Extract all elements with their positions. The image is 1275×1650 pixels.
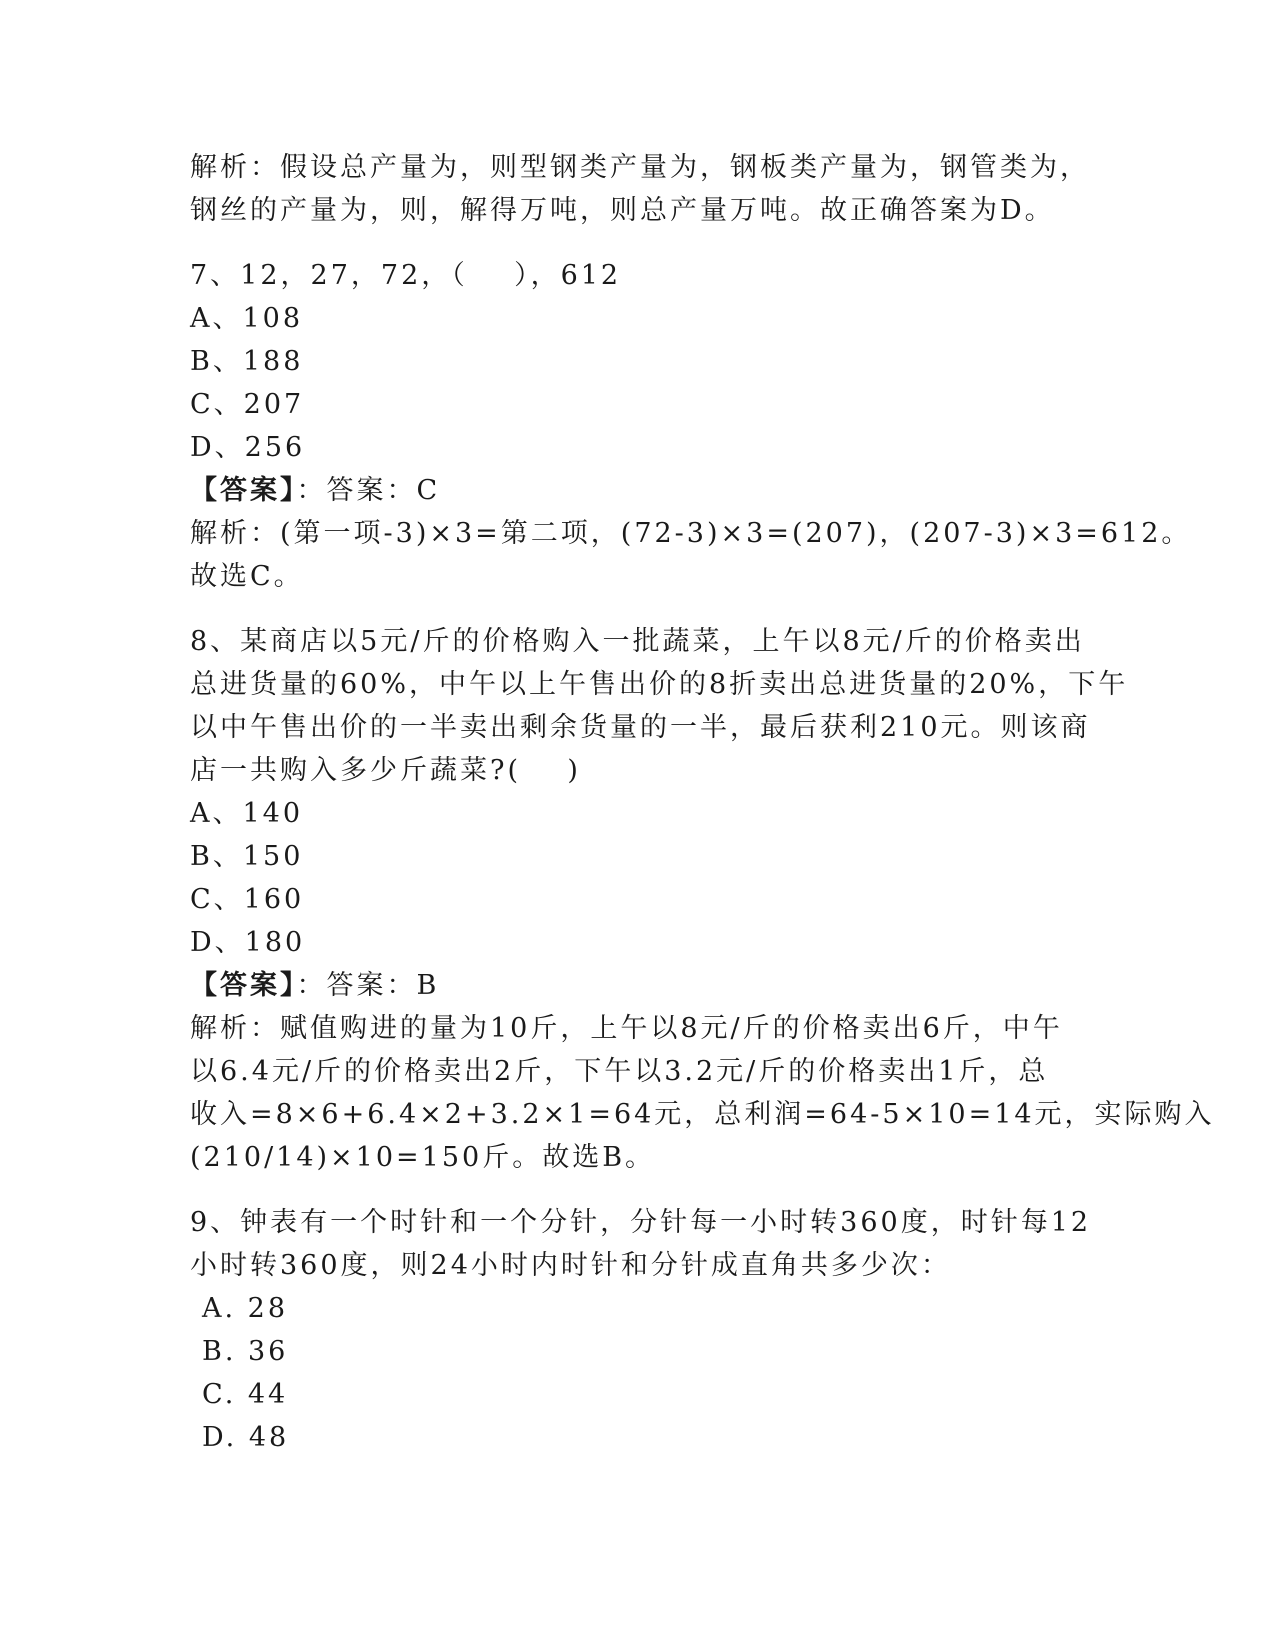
document-page <box>190 146 1215 1459</box>
option-b: B、188 <box>190 346 304 377</box>
answer-tag: 【答案】 <box>190 475 297 506</box>
answer-line <box>190 469 1090 512</box>
option-a: A、108 <box>190 303 304 334</box>
analysis-line: 钢丝的产量为，则，解得万吨，则总产量万吨。故正确答案为D。 <box>190 195 1055 226</box>
option-c: C、207 <box>190 389 305 420</box>
answer-text: ：答案：C <box>296 475 441 506</box>
question-8 <box>190 620 1215 1179</box>
analysis-line: 以6.4元/斤的价格卖出2斤，下午以3.2元/斤的价格卖出1斤，总 <box>190 1056 1049 1087</box>
option-d: D、256 <box>190 432 306 463</box>
analysis-line: 解析：赋值购进的量为10斤，上午以8元/斤的价格卖出6斤，中午 <box>190 1013 1063 1044</box>
question-stem: 以中午售出价的一半卖出剩余货量的一半，最后获利210元。则该商 <box>190 712 1091 743</box>
question-stem: 店一共购入多少斤蔬菜?( ) <box>190 755 581 786</box>
option-a: A. 28 <box>202 1293 289 1324</box>
option-c: C. 44 <box>202 1379 289 1410</box>
analysis-line: 解析：假设总产量为，则型钢类产量为，钢板类产量为，钢管类为， <box>190 152 1090 183</box>
question-stem: 小时转360度，则24小时内时针和分针成直角共多少次： <box>190 1250 951 1281</box>
question-stem: 9、钟表有一个时针和一个分针，分针每一小时转360度，时针每12 <box>190 1207 1092 1238</box>
question-stem: 7、12，27，72，（ ），612 <box>190 260 622 291</box>
analysis-line: 故选C。 <box>190 561 304 592</box>
analysis-line: 收入=8×6+6.4×2+3.2×1=64元，总利润=64-5×10=14元，实际购入 <box>190 1099 1215 1130</box>
analysis-block-previous <box>190 146 1090 232</box>
answer-text: ：答案：B <box>296 970 440 1001</box>
option-d: D、180 <box>190 927 306 958</box>
analysis-line: (210/14)×10=150斤。故选B。 <box>190 1142 656 1173</box>
question-stem: 总进货量的60%，中午以上午售出价的8折卖出总进货量的20%，下午 <box>190 669 1129 700</box>
question-9 <box>190 1201 1090 1459</box>
answer-tag: 【答案】 <box>190 970 297 1001</box>
option-b: B、150 <box>190 841 304 872</box>
option-d: D. 48 <box>202 1422 290 1453</box>
question-stem: 8、某商店以5元/斤的价格购入一批蔬菜，上午以8元/斤的价格卖出 <box>190 626 1085 657</box>
answer-line <box>190 964 1090 1007</box>
option-c: C、160 <box>190 884 305 915</box>
option-b: B. 36 <box>202 1336 289 1367</box>
analysis-line: 解析：(第一项-3)×3=第二项，(72-3)×3=(207)，(207-3)×3=612。 <box>190 518 1192 549</box>
question-7 <box>190 254 1192 598</box>
option-a: A、140 <box>190 798 304 829</box>
